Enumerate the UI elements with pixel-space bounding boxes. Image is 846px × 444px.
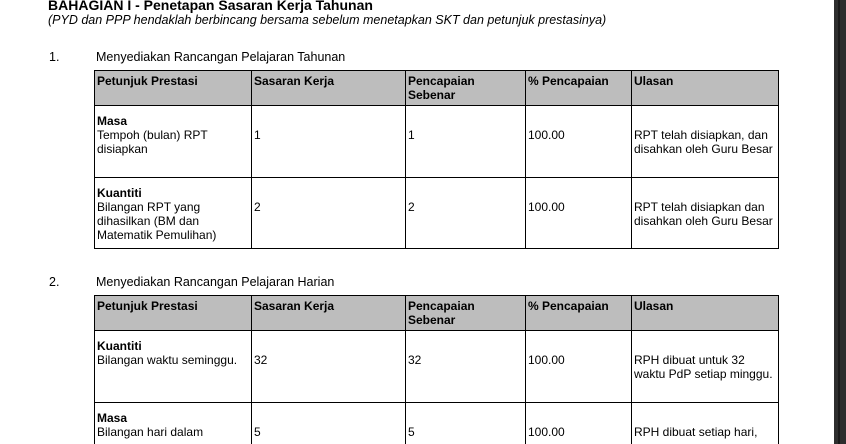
actual-value: 32 xyxy=(408,353,422,367)
col-header-actual: Pencapaian Sebenar xyxy=(406,296,526,331)
table-header-row xyxy=(95,71,779,106)
col-header-indicator: Petunjuk Prestasi xyxy=(95,296,252,331)
remark-cell xyxy=(632,331,779,403)
percent-cell xyxy=(526,403,632,444)
section-number: 2. xyxy=(49,275,60,289)
table-row xyxy=(95,178,779,249)
actual-cell xyxy=(406,178,526,249)
indicator-name: Masa xyxy=(97,114,128,128)
col-header-indicator: Petunjuk Prestasi xyxy=(95,71,252,106)
indicator-name: Kuantiti xyxy=(97,186,142,200)
actual-value: 2 xyxy=(408,200,415,214)
remark-cell xyxy=(632,178,779,249)
indicator-description: Bilangan hari dalam xyxy=(97,425,204,439)
section-number: 1. xyxy=(49,50,60,64)
col-header-remark: Ulasan xyxy=(632,296,779,331)
col-header-actual: Pencapaian Sebenar xyxy=(406,71,526,106)
col-header-target: Sasaran Kerja xyxy=(252,71,406,106)
indicator-description: Bilangan RPT yang dihasilkan (BM dan Matematik Pemulihan) xyxy=(97,200,217,242)
indicator-name: Masa xyxy=(97,411,128,425)
indicator-cell xyxy=(95,178,252,249)
percent-cell xyxy=(526,106,632,178)
percent-value: 100.00 xyxy=(528,353,565,367)
target-cell xyxy=(252,178,406,249)
indicator-cell xyxy=(95,331,252,403)
section-title: Menyediakan Rancangan Pelajaran Tahunan xyxy=(96,50,346,64)
remark-text: RPH dibuat setiap hari, xyxy=(634,425,758,439)
col-header-percent: % Pencapaian xyxy=(526,296,632,331)
viewer-gutter-divider xyxy=(838,0,840,444)
col-header-target: Sasaran Kerja xyxy=(252,296,406,331)
document-subtitle: (PYD dan PPP hendaklah berbincang bersama sebelum menetapkan SKT dan petunjuk prestasinya) xyxy=(48,13,607,27)
target-cell xyxy=(252,106,406,178)
actual-cell xyxy=(406,106,526,178)
table-row xyxy=(95,106,779,178)
percent-cell xyxy=(526,331,632,403)
remark-text: RPH dibuat untuk 32 waktu PdP setiap minggu. xyxy=(634,353,773,381)
table-header-row xyxy=(95,296,779,331)
viewer-gutter xyxy=(834,0,846,444)
col-header-percent: % Pencapaian xyxy=(526,71,632,106)
indicator-description: Bilangan waktu seminggu. xyxy=(97,353,238,367)
target-value: 5 xyxy=(254,425,261,439)
kpi-table xyxy=(94,70,779,249)
percent-value: 100.00 xyxy=(528,128,565,142)
table-row xyxy=(95,403,779,444)
section-title: Menyediakan Rancangan Pelajaran Harian xyxy=(96,275,335,289)
percent-cell xyxy=(526,178,632,249)
remark-text: RPT telah disiapkan, dan disahkan oleh Guru Besar xyxy=(634,128,773,156)
target-cell xyxy=(252,331,406,403)
percent-value: 100.00 xyxy=(528,200,565,214)
actual-cell xyxy=(406,331,526,403)
document-title: BAHAGIAN I - Penetapan Sasaran Kerja Tahunan xyxy=(48,0,373,13)
indicator-cell xyxy=(95,403,252,444)
target-value: 32 xyxy=(254,353,268,367)
target-cell xyxy=(252,403,406,444)
target-value: 1 xyxy=(254,128,261,142)
actual-value: 5 xyxy=(408,425,415,439)
indicator-cell xyxy=(95,106,252,178)
target-value: 2 xyxy=(254,200,261,214)
indicator-name: Kuantiti xyxy=(97,339,142,353)
kpi-table xyxy=(94,295,779,444)
remark-cell xyxy=(632,403,779,444)
table-row xyxy=(95,331,779,403)
indicator-description: Tempoh (bulan) RPT disiapkan xyxy=(97,128,208,156)
remark-cell xyxy=(632,106,779,178)
remark-text: RPT telah disiapkan dan disahkan oleh Guru Besar xyxy=(634,200,773,228)
col-header-remark: Ulasan xyxy=(632,71,779,106)
actual-value: 1 xyxy=(408,128,415,142)
actual-cell xyxy=(406,403,526,444)
percent-value: 100.00 xyxy=(528,425,565,439)
